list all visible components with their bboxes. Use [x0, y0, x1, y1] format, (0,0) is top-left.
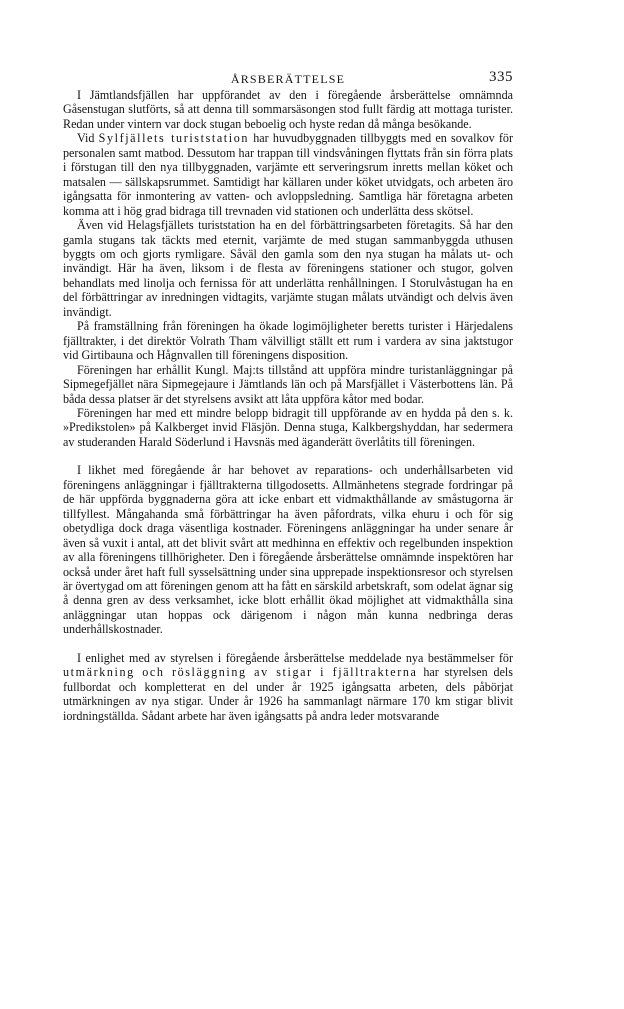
section-trail-marking	[63, 651, 513, 723]
section-new-buildings	[63, 88, 513, 449]
paragraph: Föreningen har med ett mindre belopp bidragit till uppförande av en hydda på den s. k. »Predikstolen» på Kalkberget invid Fläsjön. Denna stuga, Kalkbergshyddan, har sedermera av studeranden Harald Söderlund i Havsnäs med äganderätt överlåtits till föreningen.	[63, 405, 513, 449]
running-head	[63, 66, 513, 88]
paragraph: På framställning från föreningen ha ökade logimöjligheter beretts turister i Härjedalens fjälltrakter, i det direktör Volrath Tham välvilligt ställt ett rum i vardera av sina jaktstugor vid Girtibauna och Hågnvallen till föreningens disposition.	[63, 319, 513, 363]
paragraph: I Jämtlandsfjällen har uppförandet av den i föregående årsberättelse omnämnda Gåsenstugan slutförts, så att denna till sommarsäsongen stod fullt färdig att mottaga turister. Redan under vintern var dock stugan beboelig och hyste redan då många besökande.	[63, 88, 513, 131]
running-title: ÅRSBERÄTTELSE	[230, 72, 346, 86]
section-maintenance	[63, 463, 513, 636]
paragraph: Även vid Helagsfjällets turiststation ha en del förbättringsarbeten företagits. Så har den gamla stugans tak täckts med eternit, varjämte de med stugan sammanbyggda uthusen byggts om och gjorts rymligare. Såväl den gamla som den nya stugan ha målats ut- och invändigt. Här ha även, liksom i de flesta av föreningens stationer och stugor, golven behandlats med linolja och fernissa för att underlätta renhållningen. I Storulvåstugan ha en del förbättringar av inredningen vidtagits, varjämte stugan målats utvändigt och delvis även invändigt.	[63, 218, 513, 319]
spaced-emphasis: Sylfjällets turiststation	[98, 131, 250, 146]
paragraph: Vid Sylfjällets turiststation har huvudbyggnaden tillbyggts med en sovalkov för personalen samt matbod. Dessutom har trappan till vindsvåningen flyttats från sin förra plats i förstugan till den nya tillbyggnaden, varjämte ett serveringsrum inretts mellan köket och matsalen — sällskapsrummet. Samtidigt har källaren under köket utvidgats, och arbeten äro igångsatta för inmontering av vatten- och avloppsledning. Samtliga här företagna arbeten komma att i hög grad bidraga till trevnaden vid stationen och underlätta dess skötsel.	[63, 131, 513, 218]
book-page	[63, 66, 513, 723]
paragraph: I enlighet med av styrelsen i föregående årsberättelse meddelade nya bestämmelser för utmärkning och rösläggning av stigar i fjälltrakterna har styrelsen dels fullbordat och kompletterat en del under år 1925 igångsatta arbeten, dels påbörjat utmärkningen av nya stigar. Under år 1926 ha sammanlagt närmare 170 km stigar blivit iordningställda. Sådant arbete har även igångsatts på andra leder motsvarande	[63, 650, 514, 723]
page-number: 335	[489, 69, 513, 85]
paragraph: Föreningen har erhållit Kungl. Maj:ts tillstånd att uppföra mindre turistanläggningar på Sipmegefjället nära Sipmegejaure i Jämtlands län och på Marsfjället i Västerbottens län. På båda dessa platser är det styrelsens avsikt att låta uppföra kåtor med bodar.	[63, 362, 513, 406]
spaced-emphasis: utmärkning och rösläggning av stigar i fjälltrakterna	[63, 665, 418, 680]
paragraph: I likhet med föregående år har behovet av reparations- och underhållsarbeten vid föreningens anläggningar i fjälltrakterna tillgodosetts. Allmänhetens stegrade fordringar på de här uppförda byggnaderna göra att icke enbart ett vidmakthållande av småstugorna är tillfyllest. Mångahanda små förbättringar ha även påfordrats, vilka ehuru i och för sig obetydliga dock draga väsentliga kostnader. Föreningens anläggningar ha under senare år även så vuxit i antal, att det blivit svårt att medhinna en effektiv och regelbunden inspektion av alla föreningens tillhörigheter. Den i föregående årsberättelse omnämnde inspektören har också under året haft full sysselsättning under sina upprepade inspektionsresor och styrelsen är övertygad om att föreningen genom att ha fått en särskild arbetskraft, som odelat ägnar sig å denna gren av dess verksamhet, icke blott erhållit ökad möjlighet att vidmakthålla sina anläggningar utan hoppas ock därigenom i någon mån kunna nedbringa deras underhållskostnader.	[63, 463, 514, 637]
